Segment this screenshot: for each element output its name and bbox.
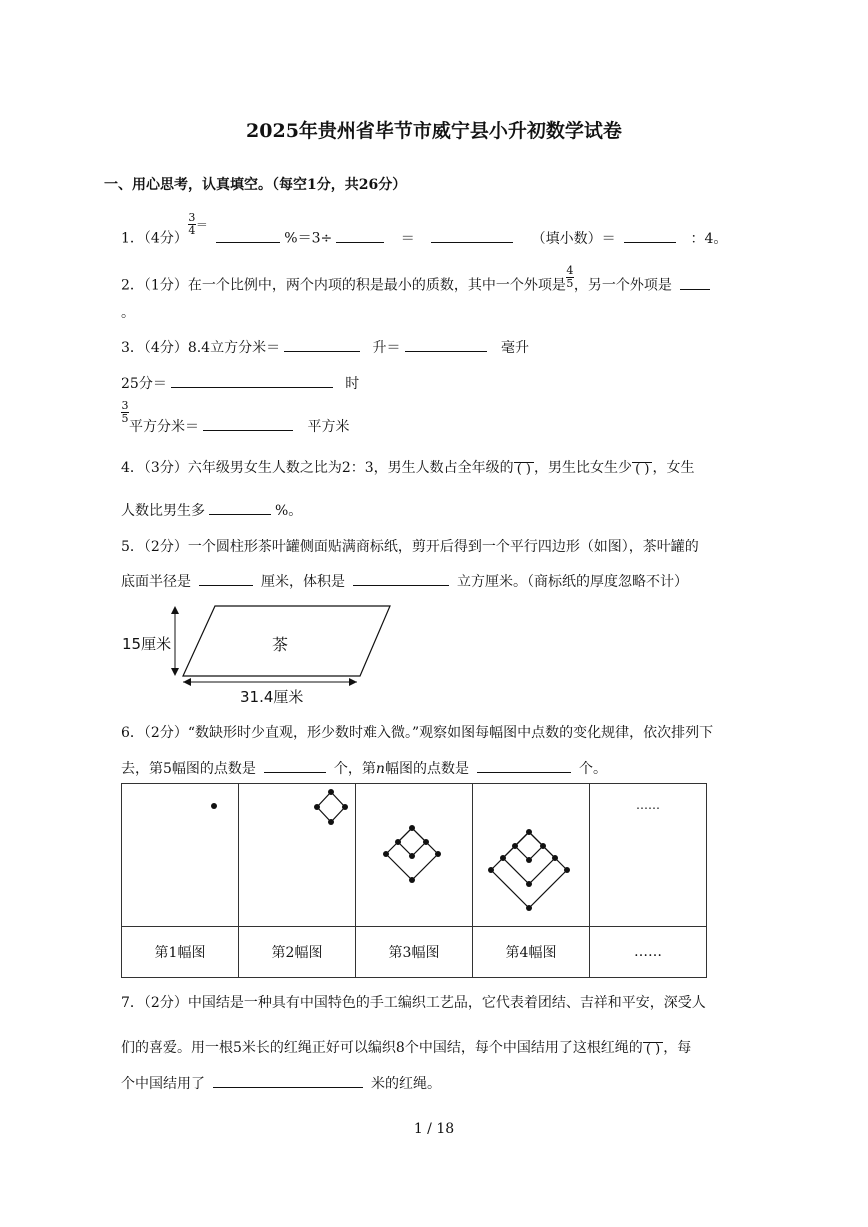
frac-num: 4	[566, 264, 574, 277]
q3-line2-a: 25分＝	[121, 376, 167, 392]
frac-den: 4	[188, 224, 196, 237]
pattern-1-drawing	[122, 784, 238, 926]
frac-num: 3	[121, 399, 129, 412]
q5-line2-b: 厘米，体积是	[261, 574, 345, 590]
q4-blank[interactable]	[209, 500, 271, 515]
q1-blank-2[interactable]	[336, 228, 384, 243]
q3-blank-1[interactable]	[284, 337, 360, 352]
q6-line2-c: 幅图的点数是	[384, 761, 469, 777]
q1-blank-3[interactable]	[431, 228, 513, 243]
pattern-label-1: 第1幅图	[122, 927, 239, 978]
q3-line1-a: 3．（4分）8.4立方分米＝	[121, 340, 281, 356]
pattern-ellipsis: ……	[636, 798, 660, 812]
q3-line1-c: 毫升	[501, 340, 529, 356]
question-3-line-2	[121, 373, 359, 393]
q1-blank-4[interactable]	[624, 228, 676, 243]
question-6-line-1: 6．（2分）“数缺形时少直观，形少数时难入微。”观察如图每幅图中点数的变化规律，依次排列下	[121, 725, 714, 741]
question-1	[121, 211, 728, 251]
q1-eq2: ＝	[400, 230, 415, 247]
page-number: 1 / 18	[413, 1121, 455, 1137]
question-4-line-2	[121, 500, 302, 520]
question-3-line-1	[121, 337, 529, 357]
height-arrow-head-top	[171, 606, 179, 614]
pattern-cell-3	[356, 784, 473, 927]
question-7-line-3	[121, 1073, 441, 1093]
q5-blank-1[interactable]	[199, 571, 253, 586]
fig-base-label: 31.4厘米	[240, 688, 304, 706]
q2-blank[interactable]	[680, 275, 710, 290]
paren-text: ( )	[516, 462, 531, 477]
q4-paren-box-2[interactable]	[632, 448, 652, 477]
section-heading: 一、用心思考，认真填空。（每空1分，共26分）	[104, 177, 407, 193]
q4-line2-a: 人数比男生多	[121, 503, 205, 519]
height-arrow-head-bottom	[171, 668, 179, 676]
question-7-line-2	[121, 1028, 691, 1057]
page-title: 2025年贵州省毕节市威宁县小升初数学试卷	[246, 120, 622, 142]
paren-text: ( )	[635, 462, 650, 477]
q3-blank-3[interactable]	[171, 373, 333, 388]
pattern-3-drawing	[356, 784, 472, 926]
q1-blank-1[interactable]	[216, 228, 280, 243]
q1-pct-part: %＝3÷	[284, 230, 333, 247]
q4-paren-box-1[interactable]	[514, 448, 534, 477]
q1-prefix: 1．（4分）	[121, 230, 188, 247]
pattern-cell-1	[122, 784, 239, 927]
q3-line3-a: 平方分米＝	[129, 418, 199, 435]
base-arrow-head-left	[183, 678, 191, 686]
q6-blank-2[interactable]	[477, 758, 571, 773]
q6-line2-b: 个，第	[333, 761, 376, 777]
q4-text1: 4．（3分）六年级男女生人数之比为2：3，男生人数占全年级的	[121, 460, 514, 476]
q4-line2-b: %。	[275, 503, 303, 519]
base-arrow-head-right	[349, 678, 357, 686]
q1-eq: ＝	[195, 217, 208, 232]
paren-text: ( )	[645, 1042, 661, 1057]
question-5-line-2	[121, 571, 688, 591]
q7-line2-a: 们的喜爱。用一根5米长的红绳正好可以编织8个中国结，每个中国结用了这根红绳的	[121, 1040, 643, 1056]
q2-fraction	[566, 265, 574, 290]
q2-text2: ，另一个外项是	[573, 277, 672, 294]
pattern-label-2: 第2幅图	[239, 927, 356, 978]
dot-pattern-table	[121, 783, 707, 978]
pattern-label-3: 第3幅图	[356, 927, 473, 978]
question-3-line-3	[121, 399, 350, 435]
fig-height-label: 15厘米	[122, 635, 172, 653]
frac-den: 5	[566, 277, 574, 290]
question-2	[121, 264, 714, 298]
pattern-label-4: 第4幅图	[473, 927, 590, 978]
q1-ratio-end: ：4。	[690, 230, 728, 247]
q1-fraction	[188, 211, 208, 237]
q7-blank[interactable]	[213, 1073, 363, 1088]
q3-fraction	[121, 400, 129, 425]
q3-blank-4[interactable]	[203, 416, 293, 431]
q3-line2-b: 时	[345, 376, 360, 392]
q1-fill-decimal: （填小数）＝	[531, 230, 616, 247]
pattern-4-drawing	[473, 784, 589, 926]
pattern-2-drawing	[239, 784, 355, 926]
q6-line2-d: 个。	[578, 761, 607, 777]
q5-blank-2[interactable]	[353, 571, 449, 586]
q3-line3-b: 平方米	[307, 418, 350, 435]
q6-line2-a: 去，第5幅图的点数是	[121, 761, 256, 777]
pattern-cell-4	[473, 784, 590, 927]
q6-blank-1[interactable]	[264, 758, 326, 773]
q2-text1: 2．（1分）在一个比例中，两个内项的积是最小的质数，其中一个外项是	[121, 277, 566, 294]
pattern-cell-5	[590, 784, 707, 927]
frac-den: 5	[121, 412, 129, 425]
question-5-line-1: 5．（2分）一个圆柱形茶叶罐侧面贴满商标纸，剪开后得到一个平行四边形（如图），茶叶罐的	[121, 539, 699, 555]
fig-center-label: 茶	[272, 635, 289, 654]
q2-end: 。	[121, 305, 135, 321]
pattern-label-5: ……	[590, 927, 707, 978]
q7-paren-box[interactable]	[643, 1028, 663, 1057]
q5-line2-c: 立方厘米。（商标纸的厚度忽略不计）	[457, 574, 688, 590]
q7-line3-a: 个中国结用了	[121, 1076, 205, 1092]
pattern-cell-2	[239, 784, 356, 927]
q7-line3-b: 米的红绳。	[371, 1076, 441, 1092]
question-7-line-1: 7．（2分）中国结是一种具有中国特色的手工编织工艺品，它代表着团结、吉祥和平安，深受人	[121, 995, 706, 1011]
frac-num: 3	[188, 211, 196, 224]
q4-text3: ，女生	[652, 460, 695, 476]
question-6-line-2	[121, 758, 607, 778]
q6-n: n	[375, 761, 385, 777]
q3-line1-b: 升＝	[372, 340, 401, 356]
question-4-line-1	[121, 448, 694, 477]
q3-blank-2[interactable]	[405, 337, 487, 352]
q5-line2-a: 底面半径是	[121, 574, 191, 590]
q4-text2: ，男生比女生少	[534, 460, 633, 476]
q7-line2-b: ，每	[663, 1040, 692, 1056]
